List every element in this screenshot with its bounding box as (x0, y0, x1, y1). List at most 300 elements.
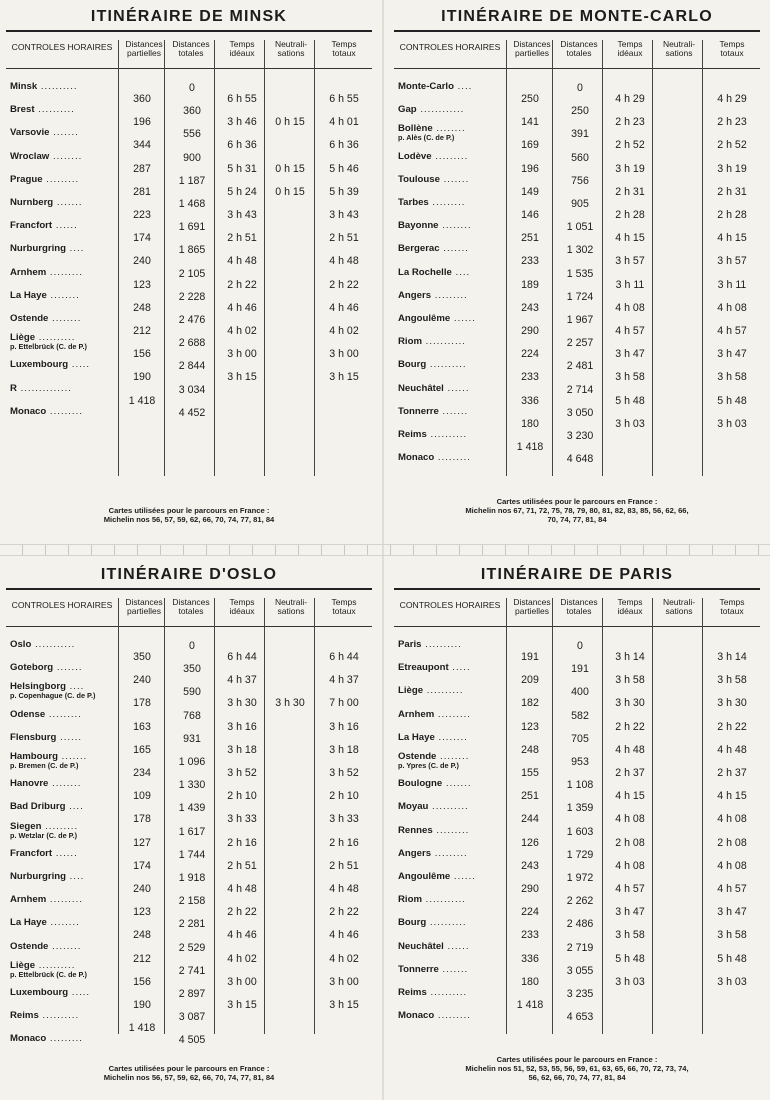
temps-total: 4 h 46 (329, 301, 359, 314)
stop-label: Bad Driburg (10, 801, 66, 813)
temps-ideal: 6 h 44 (227, 651, 257, 663)
stop-label: Riom (398, 894, 422, 906)
distance-totale: 556 (183, 128, 201, 141)
temps-ideal: 2 h 37 (615, 767, 645, 779)
distance-totale: 2 476 (178, 314, 206, 326)
header-distances-totales-line: Distances (172, 597, 210, 607)
distance-partielle: 336 (521, 952, 539, 965)
stop-label: Monaco (398, 452, 435, 464)
stop-label: Hanovre (10, 778, 49, 790)
leader-dots: ........ (434, 731, 468, 743)
temps-total: 3 h 19 (717, 162, 747, 175)
stop-label: Arnhem (10, 894, 47, 906)
temps-ideal: 4 h 46 (227, 929, 257, 942)
stop-label: Gap (398, 104, 417, 116)
header-distances-partielles-line: partielles (514, 48, 550, 58)
stop-name (398, 291, 504, 301)
leader-dots: ......... (434, 1010, 471, 1022)
stop-name (10, 895, 116, 905)
header-neutralisations-line: Neutrali- (662, 597, 696, 607)
distance-totale: 1 918 (178, 872, 206, 884)
column-divider (552, 40, 553, 476)
distance-partielle: 190 (133, 999, 151, 1011)
distance-partielle: 223 (133, 209, 151, 221)
footer-line: Michelin nos 56, 57, 59, 62, 66, 70, 74, 77, 81, 84 (103, 515, 275, 524)
leader-dots: ......... (42, 173, 80, 185)
stop-label: Helsingborg (10, 681, 66, 693)
temps-ideal: 3 h 57 (615, 255, 645, 268)
stop-label: Monaco (10, 405, 47, 417)
distance-totale: 2 741 (178, 964, 206, 977)
distance-totale: 1 096 (178, 756, 206, 768)
stop-name (10, 268, 116, 278)
leader-dots: ...... (450, 871, 476, 882)
stop-name (10, 733, 116, 743)
temps-total: 4 h 29 (717, 93, 747, 105)
stop-label: Oslo (10, 639, 32, 650)
stop-name (398, 407, 504, 417)
header-distances-totales-line: totales (178, 606, 204, 616)
header-distances-partielles-line: Distances (513, 597, 551, 607)
temps-ideal: 4 h 57 (615, 325, 645, 337)
header-controles-horaires: CONTROLES HORAIRES (399, 600, 501, 610)
stop-label: Wroclaw (10, 150, 50, 162)
temps-total: 3 h 47 (717, 348, 747, 361)
distance-partielle: 1 418 (516, 441, 544, 453)
leader-dots: ........ (46, 289, 80, 301)
leader-dots: ....... (438, 963, 469, 975)
temps-ideal: 5 h 31 (227, 162, 257, 175)
title-rule (6, 30, 372, 32)
leader-dots: .......... (423, 685, 464, 697)
temps-ideal: 4 h 29 (615, 93, 645, 105)
distance-partielle: 189 (521, 278, 539, 291)
leader-dots: ......... (46, 405, 83, 417)
leader-dots: ......... (431, 150, 469, 162)
temps-total: 4 h 01 (329, 116, 359, 129)
distance-totale: 1 724 (566, 290, 594, 303)
column-divider (702, 598, 703, 1034)
stop-name (10, 175, 116, 185)
header-temps-ideaux-line: idéaux (229, 606, 255, 616)
distance-partielle: 1 418 (128, 1022, 156, 1035)
stop-name (398, 268, 504, 278)
distance-partielle: 224 (521, 906, 539, 919)
footer-line: Cartes utilisées pour le parcours en France : (496, 1055, 658, 1064)
temps-total: 6 h 36 (329, 139, 359, 152)
distance-totale: 2 844 (178, 360, 206, 373)
temps-ideal: 2 h 08 (615, 836, 645, 849)
temps-total: 4 h 48 (717, 743, 747, 756)
temps-total: 2 h 51 (329, 232, 359, 245)
header-temps-ideaux-line: idéaux (617, 48, 643, 58)
leader-dots: ...... (443, 940, 470, 952)
stop-label: Tonnerre (398, 405, 439, 417)
temps-total: 5 h 48 (717, 952, 747, 965)
temps-total: 3 h 58 (717, 674, 747, 687)
stop-subnote: p. Ettelbrück (C. de P.) (10, 342, 87, 352)
distance-totale: 1 051 (566, 221, 594, 234)
distance-totale: 1 468 (178, 198, 206, 210)
distance-totale: 391 (571, 128, 589, 141)
temps-ideal: 2 h 22 (615, 720, 645, 733)
distance-totale: 2 281 (178, 918, 206, 931)
stop-name (10, 128, 116, 138)
temps-total: 2 h 22 (329, 906, 359, 919)
stop-name (398, 105, 504, 115)
distance-totale: 191 (571, 663, 589, 676)
stop-label: La Haye (398, 731, 435, 743)
distance-partielle: 290 (521, 883, 539, 895)
distance-partielle: 180 (521, 975, 539, 988)
stop-label: Varsovie (10, 127, 50, 139)
temps-ideal: 3 h 58 (615, 929, 645, 942)
stop-label: Etreaupont (398, 662, 449, 674)
neutralisation: 0 h 15 (275, 162, 305, 175)
stop-label: Nurburgring (10, 871, 66, 882)
leader-dots: .... (65, 243, 85, 255)
header-temps-ideaux-line: Temps (229, 39, 255, 49)
distance-partielle: 155 (521, 767, 539, 779)
distance-partielle: 290 (521, 325, 539, 337)
stop-name (10, 822, 116, 840)
temps-total: 3 h 11 (717, 278, 747, 291)
leader-dots: ..... (448, 662, 471, 674)
header-distances-totales-line: Distances (560, 597, 598, 607)
footer-line: Michelin nos 51, 52, 53, 55, 56, 59, 61, 63, 65, 66, 70, 72, 73, 74, (465, 1064, 689, 1073)
stop-name (398, 430, 504, 440)
distance-totale: 1 744 (178, 848, 206, 861)
temps-total: 3 h 43 (329, 209, 359, 221)
temps-total: 3 h 47 (717, 906, 747, 919)
distance-partielle: 123 (133, 278, 151, 291)
stop-name (398, 663, 504, 673)
temps-ideal: 2 h 22 (227, 906, 257, 919)
stop-name (398, 686, 504, 696)
header-distances-totales-line: totales (566, 606, 592, 616)
temps-ideal: 4 h 37 (227, 674, 257, 687)
distance-totale: 2 105 (178, 267, 206, 280)
distance-totale: 2 897 (178, 988, 206, 1000)
stop-label: Reims (10, 1010, 39, 1022)
stop-name (398, 895, 504, 905)
header-temps-totaux-line: Temps (331, 597, 357, 607)
footer-line: Michelin nos 56, 57, 59, 62, 66, 70, 74, 77, 81, 84 (103, 1073, 275, 1082)
stop-label: Monaco (398, 1010, 435, 1022)
leader-dots: ....... (57, 751, 88, 762)
title-rule (394, 588, 760, 590)
stop-label: Angoulême (398, 871, 451, 882)
temps-total: 4 h 57 (717, 325, 747, 337)
distance-partielle: 1 418 (128, 394, 156, 407)
leader-dots: ......... (46, 1033, 83, 1045)
distance-totale: 0 (189, 82, 195, 94)
distance-partielle: 123 (133, 906, 151, 919)
temps-total: 3 h 03 (717, 417, 747, 430)
distance-totale: 4 648 (566, 453, 594, 466)
temps-ideal: 2 h 52 (615, 139, 645, 152)
distance-partielle: 360 (133, 93, 151, 105)
temps-ideal: 3 h 19 (615, 162, 645, 175)
leader-dots: ...... (443, 382, 470, 394)
temps-ideal: 4 h 57 (615, 883, 645, 895)
header-neutralisations-line: sations (277, 606, 305, 616)
distance-totale: 1 108 (566, 779, 594, 792)
temps-ideal: 4 h 15 (615, 790, 645, 803)
distance-partielle: 109 (133, 790, 151, 803)
stop-name (10, 682, 116, 700)
stop-label: La Haye (10, 917, 47, 929)
temps-ideal: 3 h 58 (615, 371, 645, 384)
distance-partielle: 233 (521, 371, 539, 384)
temps-ideal: 4 h 02 (227, 325, 257, 337)
column-divider (506, 598, 507, 1034)
stop-name (398, 82, 504, 92)
temps-ideal: 4 h 08 (615, 859, 645, 872)
distance-totale: 3 034 (178, 383, 206, 396)
temps-ideal: 3 h 52 (227, 767, 257, 779)
stop-name (10, 82, 116, 92)
temps-total: 3 h 14 (717, 651, 747, 663)
leader-dots: ...... (56, 731, 83, 743)
temps-ideal: 4 h 08 (615, 813, 645, 826)
temps-ideal: 3 h 15 (227, 999, 257, 1011)
temps-total: 5 h 48 (717, 394, 747, 407)
itinerary-monte-carlo (388, 0, 766, 538)
stop-name (398, 872, 504, 882)
temps-ideal: 3 h 11 (615, 278, 645, 291)
distance-totale: 3 230 (566, 430, 594, 442)
distance-totale: 953 (571, 756, 589, 768)
distance-totale: 350 (183, 663, 201, 676)
stop-name (398, 152, 504, 162)
stop-name (10, 918, 116, 928)
stop-label: Lodève (398, 150, 432, 162)
stop-name (10, 244, 116, 254)
header-temps-ideaux-line: Temps (617, 39, 643, 49)
temps-total: 2 h 16 (329, 836, 359, 849)
leader-dots: ............ (416, 104, 465, 116)
leader-dots: ....... (438, 405, 469, 417)
header-distances-partielles-line: Distances (125, 597, 163, 607)
temps-total: 3 h 58 (717, 929, 747, 942)
header-neutralisations-line: Neutrali- (274, 39, 308, 49)
distance-totale: 3 050 (566, 406, 594, 419)
temps-total: 2 h 10 (329, 790, 359, 803)
stop-name (398, 360, 504, 370)
stop-label: Luxembourg (10, 359, 69, 371)
distance-totale: 0 (577, 82, 583, 94)
distance-totale: 1 535 (566, 267, 594, 280)
temps-total: 3 h 16 (329, 720, 359, 733)
distance-partielle: 174 (133, 232, 151, 245)
header-controles-horaires: CONTROLES HORAIRES (11, 42, 113, 52)
distance-partielle: 281 (133, 185, 151, 198)
itinerary-title: ITINÉRAIRE DE MINSK (90, 8, 288, 25)
stop-label: Odense (10, 708, 46, 720)
stop-name (398, 198, 504, 208)
distance-partielle: 174 (133, 859, 151, 872)
distance-partielle: 243 (521, 301, 539, 314)
footer-line: Michelin nos 67, 71, 72, 75, 78, 79, 80, 81, 82, 83, 85, 56, 62, 66, (465, 506, 689, 515)
stop-name (10, 221, 116, 231)
stop-name (398, 849, 504, 859)
stop-name (398, 1011, 504, 1021)
temps-total: 2 h 22 (329, 278, 359, 291)
temps-total: 4 h 57 (717, 883, 747, 895)
header-distances-partielles-line: partielles (126, 606, 162, 616)
stop-label: Moyau (398, 801, 429, 813)
column-divider (702, 40, 703, 476)
stop-label: Liège (398, 685, 424, 697)
distance-partielle: 1 418 (516, 999, 544, 1011)
temps-ideal: 2 h 51 (227, 859, 257, 872)
header-distances-totales-line: totales (566, 48, 592, 58)
stop-label: Siegen (10, 820, 42, 832)
temps-total: 4 h 48 (329, 255, 359, 268)
temps-ideal: 3 h 18 (227, 743, 257, 756)
leader-dots: ....... (53, 662, 83, 674)
temps-total: 2 h 52 (717, 139, 747, 152)
distance-partielle: 234 (133, 767, 151, 779)
stop-label: La Rochelle (398, 266, 452, 278)
stop-label: Rennes (398, 824, 433, 836)
leader-dots: ....... (439, 243, 469, 255)
distance-totale: 1 729 (566, 848, 594, 861)
temps-ideal: 3 h 47 (615, 906, 645, 919)
temps-total: 4 h 15 (717, 790, 747, 803)
column-divider (164, 40, 165, 476)
distance-partielle: 248 (133, 301, 151, 314)
title-rule (6, 588, 372, 590)
temps-ideal: 6 h 55 (227, 93, 257, 105)
distance-totale: 3 235 (566, 988, 594, 1000)
leader-dots: ....... (49, 127, 79, 139)
stop-label: Minsk (10, 81, 38, 92)
stop-name (398, 453, 504, 463)
leader-dots: ......... (434, 452, 471, 464)
stop-label: Bourg (398, 917, 427, 929)
temps-total: 2 h 08 (717, 836, 747, 849)
temps-total: 2 h 22 (717, 720, 747, 733)
distance-totale: 905 (571, 198, 589, 210)
temps-ideal: 3 h 43 (227, 209, 257, 221)
distance-partielle: 127 (133, 836, 151, 849)
temps-total: 4 h 02 (329, 952, 359, 965)
leader-dots: .......... (426, 429, 468, 440)
leader-dots: ......... (431, 289, 468, 301)
temps-total: 4 h 48 (329, 883, 359, 895)
distance-partielle: 156 (133, 975, 151, 988)
distance-partielle: 190 (133, 371, 151, 384)
header-distances-totales-line: Distances (560, 39, 598, 49)
stop-label: Tarbes (398, 197, 429, 208)
stop-name (398, 779, 504, 789)
distance-partielle: 212 (133, 952, 151, 965)
temps-total: 2 h 28 (717, 209, 747, 221)
distance-totale: 1 967 (566, 314, 594, 326)
stop-name (10, 152, 116, 162)
column-divider (118, 40, 119, 476)
stop-name (10, 105, 116, 115)
column-divider (314, 40, 315, 476)
leader-dots: .......... (426, 917, 467, 929)
stop-label: Reims (398, 987, 427, 998)
stop-name (398, 384, 504, 394)
stop-name (10, 961, 116, 979)
temps-ideal: 2 h 22 (227, 278, 257, 291)
leader-dots: ........ (438, 220, 472, 232)
header-temps-totaux-line: Temps (719, 39, 745, 49)
footer-line: Cartes utilisées pour le parcours en France : (108, 506, 270, 515)
leader-dots: ..... (68, 987, 91, 998)
leader-dots: .... (453, 81, 473, 92)
leader-dots: .......... (38, 1010, 80, 1022)
distance-partielle: 212 (133, 325, 151, 337)
itinerary-title: ITINÉRAIRE DE PARIS (480, 566, 674, 583)
neutralisation: 0 h 15 (275, 116, 305, 129)
distance-totale: 4 653 (566, 1011, 594, 1024)
temps-ideal: 3 h 47 (615, 348, 645, 361)
distance-partielle: 196 (133, 116, 151, 129)
temps-ideal: 5 h 48 (615, 952, 645, 965)
header-distances-partielles-line: partielles (514, 606, 550, 616)
stop-name (10, 942, 116, 952)
distance-partielle: 149 (521, 185, 539, 198)
maps-footer (388, 497, 766, 524)
temps-total: 3 h 00 (329, 348, 359, 361)
distance-partielle: 196 (521, 162, 539, 175)
distance-totale: 2 529 (178, 941, 206, 954)
leader-dots: .......... (37, 81, 78, 92)
stop-label: Toulouse (398, 173, 440, 185)
temps-total: 5 h 46 (329, 162, 359, 175)
leader-dots: .......... (35, 332, 76, 344)
header-temps-totaux-line: Temps (719, 597, 745, 607)
header-controles-horaires: CONTROLES HORAIRES (399, 42, 501, 52)
distance-partielle: 233 (521, 255, 539, 268)
temps-total: 3 h 15 (329, 999, 359, 1011)
temps-ideal: 4 h 15 (615, 232, 645, 245)
leader-dots: ......... (434, 708, 471, 720)
distance-partielle: 126 (521, 836, 539, 849)
leader-dots: ......... (41, 820, 79, 832)
temps-total: 4 h 08 (717, 301, 747, 314)
stop-label: Ostende (10, 313, 49, 324)
column-divider (118, 598, 119, 1034)
temps-ideal: 3 h 30 (615, 697, 645, 710)
distance-totale: 1 330 (178, 779, 206, 792)
leader-dots: ......... (431, 847, 468, 859)
distance-totale: 1 691 (178, 221, 206, 234)
temps-ideal: 4 h 02 (227, 952, 257, 965)
distance-partielle: 336 (521, 394, 539, 407)
header-temps-totaux-line: Temps (331, 39, 357, 49)
temps-total: 3 h 52 (329, 767, 359, 779)
distance-totale: 3 055 (566, 964, 594, 977)
stop-label: Arnhem (10, 266, 47, 278)
header-neutralisations-line: sations (665, 48, 693, 58)
leader-dots: ........ (436, 751, 470, 762)
distance-totale: 768 (183, 709, 201, 722)
footer-line: Cartes utilisées pour le parcours en France : (108, 1064, 270, 1073)
distance-totale: 560 (571, 151, 589, 164)
temps-total: 2 h 31 (717, 185, 747, 198)
header-distances-totales-line: totales (178, 48, 204, 58)
stop-label: Ostende (10, 940, 49, 952)
stop-label: Liège (10, 332, 36, 344)
leader-dots: .......... (428, 801, 469, 813)
